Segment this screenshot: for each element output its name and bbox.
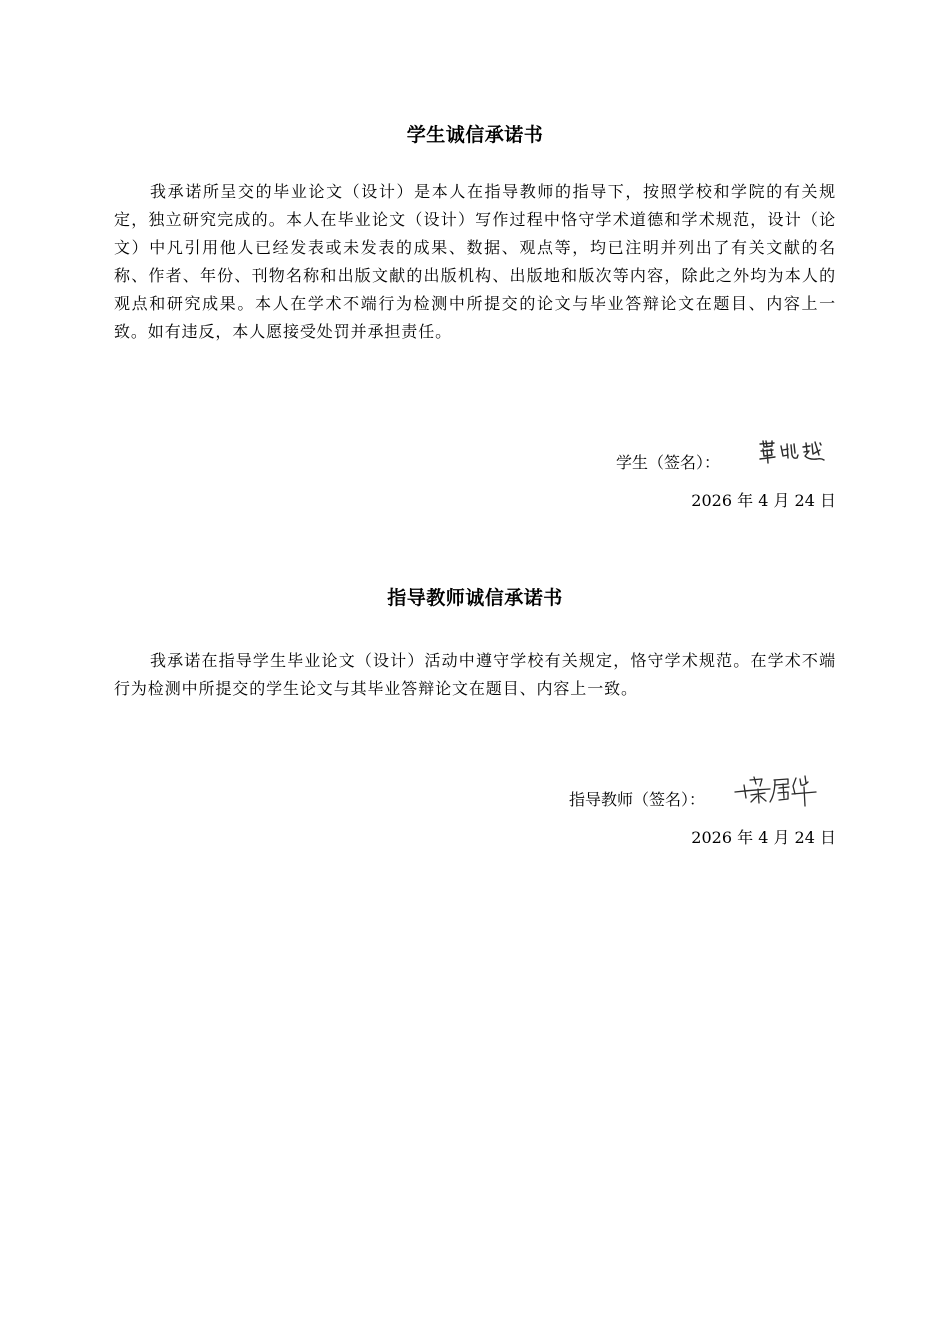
student-pledge-body: 我承诺所呈交的毕业论文（设计）是本人在指导教师的指导下，按照学校和学院的有关规定，独立研究完成的。本人在毕业论文（设计）写作过程中恪守学术道德和学术规范，设计（论文）中凡引用他人已经发表或未发表的成果、数据、观点等，均已注明并列出了有关文献的名称、作者、年份、刊物名称和出版文献的出版机构、出版地和版次等内容，除此之外均为本人的观点和研究成果。本人在学术不端行为检测中所提交的论文与毕业答辩论文在题目、内容上一致。如有违反，本人愿接受处罚并承担责任。 (114, 182, 836, 341)
teacher-pledge-body: 我承诺在指导学生毕业论文（设计）活动中遵守学校有关规定，恪守学术规范。在学术不端行为检测中所提交的学生论文与其毕业答辩论文在题目、内容上一致。 (114, 651, 836, 698)
student-pledge-title: 学生诚信承诺书 (406, 124, 544, 146)
student-signature-date: 2026 年 4 月 24 日 (691, 491, 836, 510)
student-handwritten-signature (757, 438, 827, 466)
teacher-handwritten-signature (732, 772, 828, 808)
student-signature-label: 学生（签名）： (616, 453, 721, 472)
teacher-pledge-title: 指导教师诚信承诺书 (387, 587, 563, 609)
teacher-signature-label: 指导教师（签名）： (569, 790, 706, 809)
teacher-signature-date: 2026 年 4 月 24 日 (691, 828, 836, 847)
